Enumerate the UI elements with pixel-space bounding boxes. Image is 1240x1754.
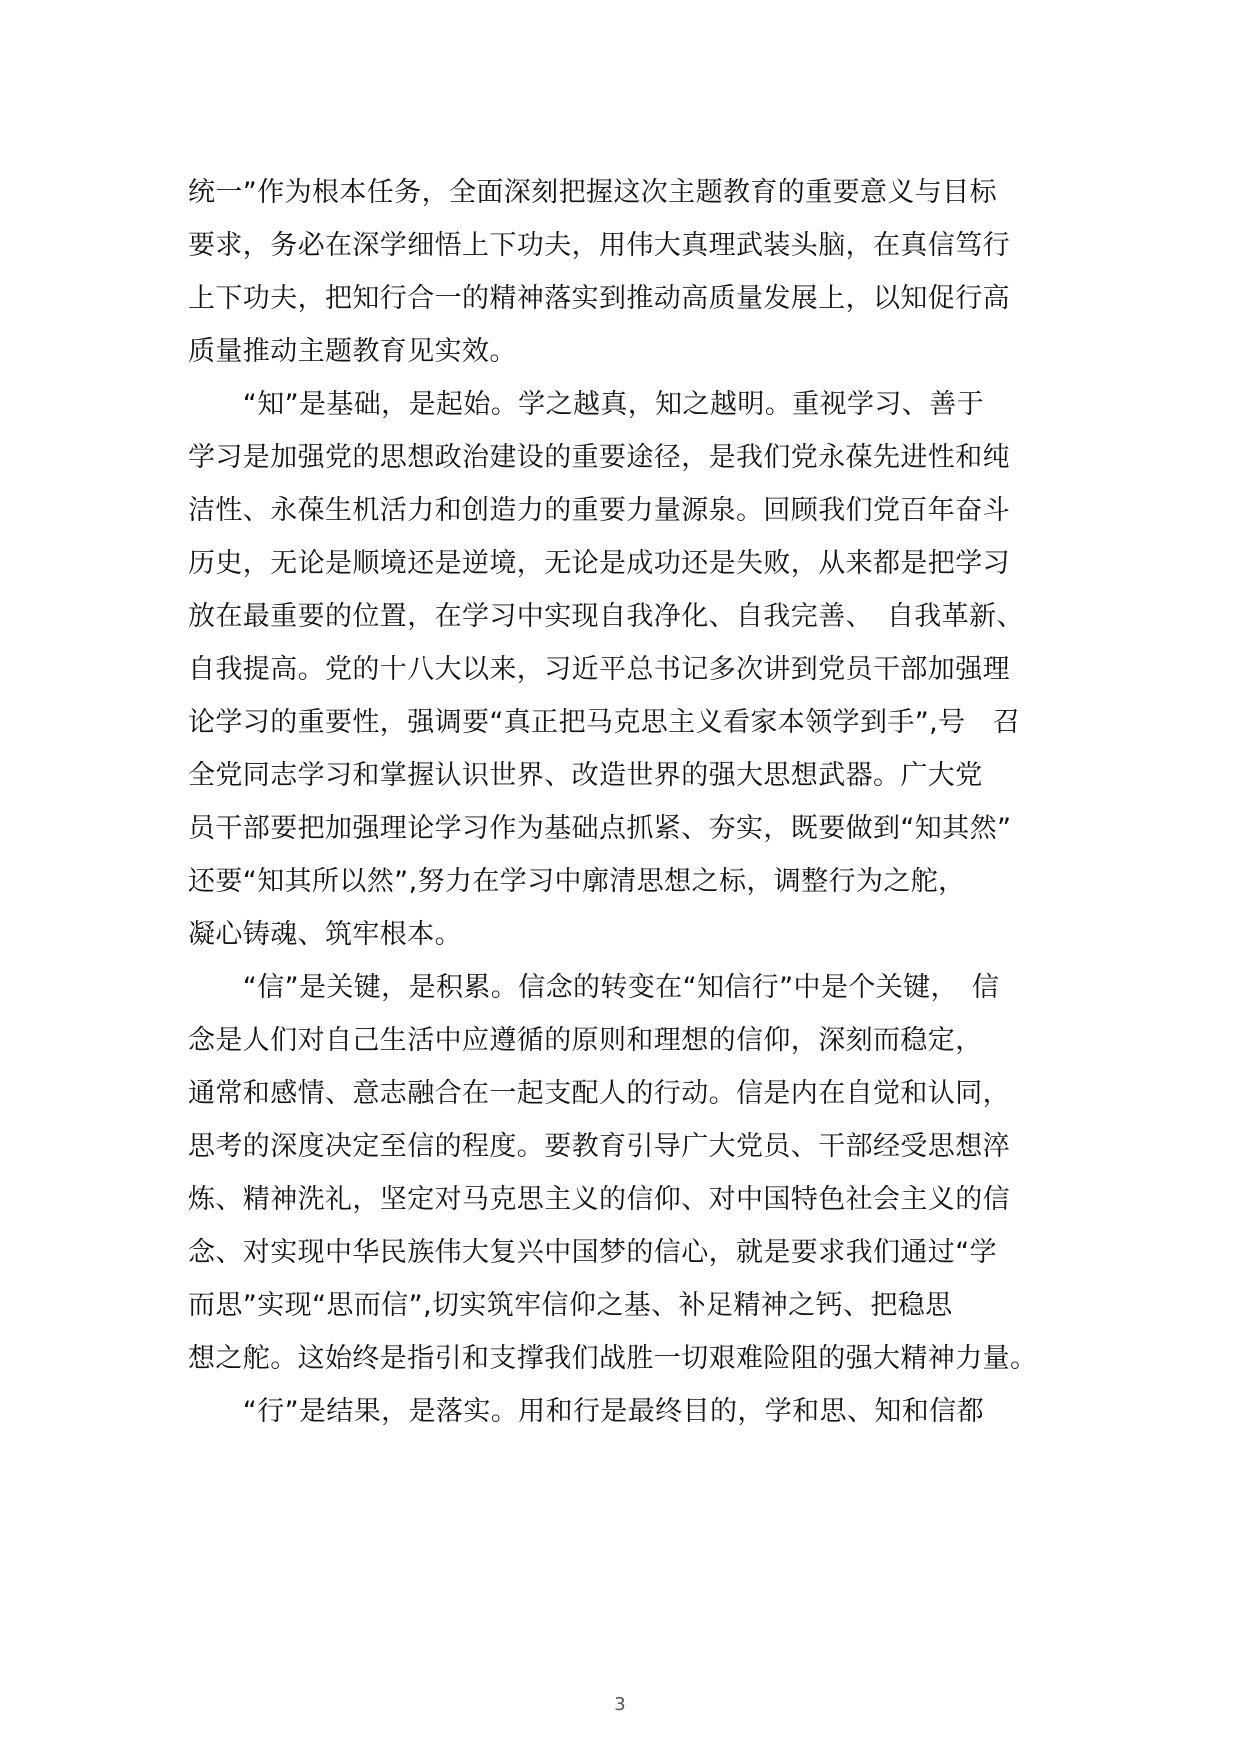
- text-line: 质量推动主题教育见实效。: [188, 336, 517, 367]
- text-line: 上下功夫，把知行合一的精神落实到推动高质量发展上，以知促行高: [188, 283, 1010, 314]
- text-line: 还要“知其所以然”,努力在学习中廓清思想之标，调整行为之舵，: [188, 866, 966, 897]
- text-line: 论学习的重要性，强调要“真正把马克思主义看家本领学到手”,号 召: [188, 707, 1021, 738]
- text-line: 放在最重要的位置，在学习中实现自我净化、自我完善、 自我革新、: [188, 601, 1024, 632]
- text-line: 念是人们对自己生活中应遵循的原则和理想的信仰，深刻而稳定，: [188, 1025, 983, 1056]
- text-line: 炼、精神洗礼，坚定对马克思主义的信仰、对中国特色社会主义的信: [188, 1184, 1010, 1215]
- text-line: 学习是加强党的思想政治建设的重要途径，是我们党永葆先进性和纯: [188, 442, 1010, 473]
- text-line: 凝心铸魂、筑牢根本。: [188, 919, 462, 950]
- text-line: 思考的深度决定至信的程度。要教育引导广大党员、干部经受思想淬: [188, 1131, 1010, 1162]
- text-line: “行”是结果，是落实。用和行是最终目的，学和思、知和信都: [188, 1396, 984, 1427]
- text-line: 而思”实现“思而信”,切实筑牢信仰之基、补足精神之钙、把稳思: [188, 1290, 953, 1321]
- text-line: “知”是基础，是起始。学之越真，知之越明。重视学习、善于: [188, 389, 984, 420]
- text-line: 员干部要把加强理论学习作为基础点抓紧、夯实，既要做到“知其然”: [188, 813, 1012, 844]
- text-line: 通常和感情、意志融合在一起支配人的行动。信是内在自觉和认同，: [188, 1078, 1010, 1109]
- text-line: 洁性、永葆生机活力和创造力的重要力量源泉。回顾我们党百年奋斗: [188, 495, 1010, 526]
- text-line: 想之舵。这始终是指引和支撑我们战胜一切艰难险阻的强大精神力量。: [188, 1343, 1038, 1374]
- text-line: “信”是关键，是积累。信念的转变在“知信行”中是个关键， 信: [188, 972, 1000, 1003]
- text-line: 全党同志学习和掌握认识世界、改造世界的强大思想武器。广大党: [188, 760, 983, 791]
- text-line: 要求，务必在深学细悟上下功夫，用伟大真理武装头脑，在真信笃行: [188, 230, 1010, 261]
- text-line: 统一”作为根本任务，全面深刻把握这次主题教育的重要意义与目标: [188, 177, 997, 208]
- text-line: 自我提高。党的十八大以来，习近平总书记多次讲到党员干部加强理: [188, 654, 1010, 685]
- page-number: 3: [614, 1694, 626, 1715]
- text-line: 历史，无论是顺境还是逆境，无论是成功还是失败，从来都是把学习: [188, 548, 1010, 579]
- text-line: 念、对实现中华民族伟大复兴中国梦的信心，就是要求我们通过“学: [188, 1237, 997, 1268]
- body-text: [188, 166, 1078, 1438]
